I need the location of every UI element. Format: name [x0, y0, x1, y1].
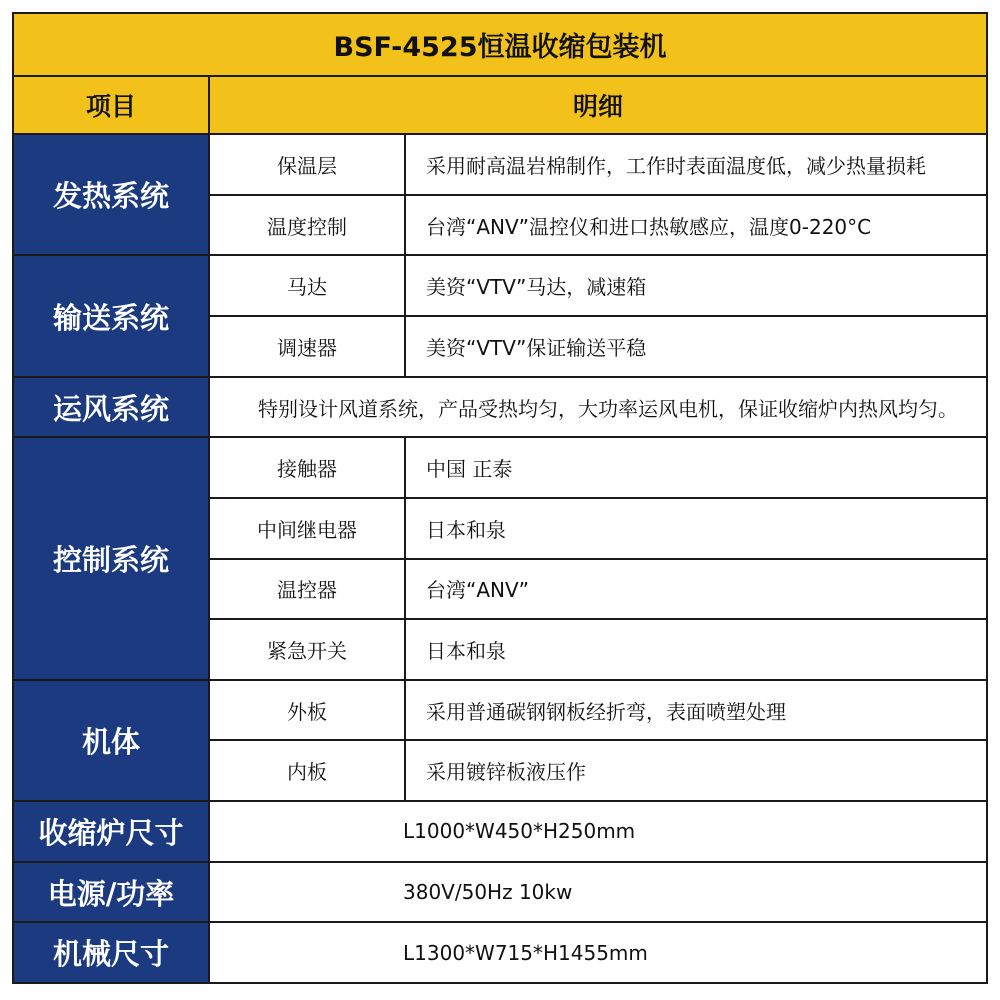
spec-sheet [12, 12, 986, 984]
machine-size-value: L1300*W715*H1455mm [209, 922, 987, 983]
category-machine-size: 机械尺寸 [13, 922, 209, 983]
sub-item-name: 温控器 [209, 559, 405, 620]
sub-item-detail: 美资“VTV”马达，减速箱 [405, 255, 987, 316]
header-item: 项目 [13, 76, 209, 135]
sub-item-detail: 台湾“ANV” [405, 559, 987, 620]
category-heating: 发热系统 [13, 134, 209, 255]
table-row [13, 134, 987, 195]
category-power: 电源/功率 [13, 862, 209, 923]
table-row [13, 922, 987, 983]
sub-item-detail: 采用普通碳钢钢板经折弯，表面喷塑处理 [405, 680, 987, 741]
sub-item-detail: 采用镀锌板液压作 [405, 740, 987, 801]
category-control: 控制系统 [13, 437, 209, 680]
airflow-detail: 特别设计风道系统，产品受热均匀，大功率运风电机，保证收缩炉内热风均匀。 [209, 377, 987, 438]
category-airflow: 运风系统 [13, 377, 209, 438]
table-row [13, 377, 987, 438]
sub-item-name: 外板 [209, 680, 405, 741]
table-row [13, 801, 987, 862]
sub-item-detail: 日本和泉 [405, 498, 987, 559]
sub-item-detail: 采用耐高温岩棉制作，工作时表面温度低，减少热量损耗 [405, 134, 987, 195]
sub-item-name: 调速器 [209, 316, 405, 377]
sub-item-name: 内板 [209, 740, 405, 801]
sub-item-name: 马达 [209, 255, 405, 316]
table-row [13, 437, 987, 498]
sub-item-name: 接触器 [209, 437, 405, 498]
table-title: BSF-4525恒温收缩包装机 [13, 13, 987, 76]
sub-item-name: 保温层 [209, 134, 405, 195]
spec-table [12, 12, 988, 984]
category-conveying: 输送系统 [13, 255, 209, 376]
sub-item-detail: 日本和泉 [405, 619, 987, 680]
table-row [13, 862, 987, 923]
sub-item-name: 紧急开关 [209, 619, 405, 680]
table-row [13, 255, 987, 316]
header-row [13, 76, 987, 135]
sub-item-name: 中间继电器 [209, 498, 405, 559]
power-value: 380V/50Hz 10kw [209, 862, 987, 923]
sub-item-detail: 台湾“ANV”温控仪和进口热敏感应，温度0-220°C [405, 195, 987, 256]
header-detail: 明细 [209, 76, 987, 135]
category-body: 机体 [13, 680, 209, 801]
oven-size-value: L1000*W450*H250mm [209, 801, 987, 862]
sub-item-detail: 中国 正泰 [405, 437, 987, 498]
title-row [13, 13, 987, 76]
sub-item-name: 温度控制 [209, 195, 405, 256]
sub-item-detail: 美资“VTV”保证输送平稳 [405, 316, 987, 377]
category-oven-size: 收缩炉尺寸 [13, 801, 209, 862]
table-row [13, 680, 987, 741]
